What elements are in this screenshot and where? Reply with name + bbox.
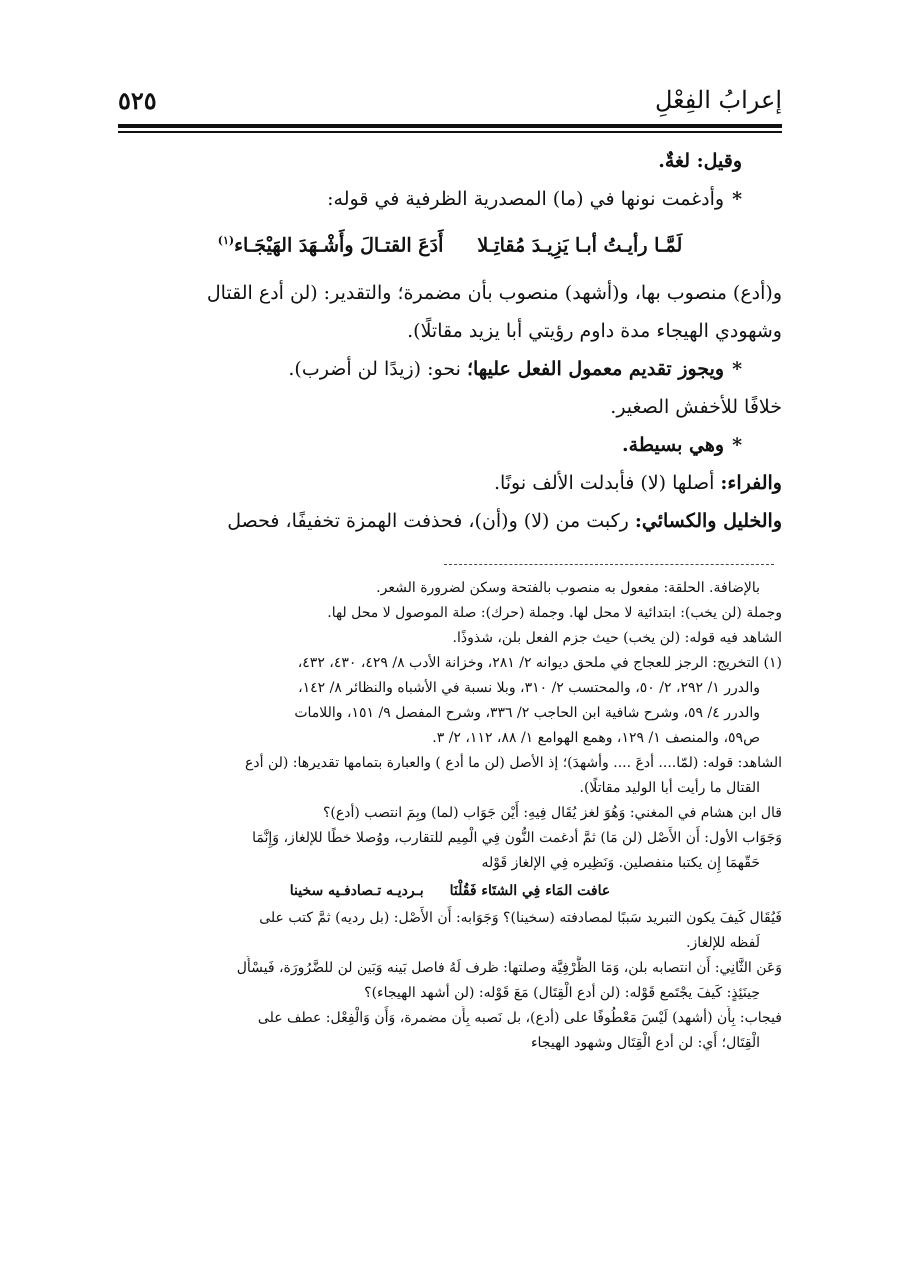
footnotes <box>118 576 782 1056</box>
running-header <box>118 84 782 124</box>
footnote-line: وجملة (لن يخب): ابتدائية لا محل لها. وجملة (حرك): صلة الموصول لا محل لها. <box>327 605 782 621</box>
poetry-verse <box>118 222 782 264</box>
footnote-line: قال ابن هشام في المغني: وَهُوَ لغز يُقَال فِيهِ: أَيْن جَوَاب (لما) وبِمَ انتصب (أدع)؟ <box>323 805 782 821</box>
text-line: والفراء: أصلها (لا) فأبدلت الألف نونًا. <box>493 472 782 495</box>
text-line: وشهودي الهيجاء مدة داوم رؤيتي أبا يزيد مقاتلًا). <box>407 320 782 343</box>
footnote-verse: عافت المَاء فِي الشتَاء فَقُلْنَابـرديـه تـصادفـيه سخينا <box>289 883 611 899</box>
text-line: *ويجوز تقديم معمول الفعل عليها؛ نحو: (زيدًا لن أضرب). <box>288 358 742 381</box>
verse-first-hemistich: لَمَّـا رأيـتُ أبـا يَزِيـدَ مُقاتِـلا <box>477 234 683 257</box>
footnote-line: الْقِتَال؛ أَي: لن أدع الْقِتَال وشهود الهيجاء <box>530 1035 760 1051</box>
bullet-star-icon: * <box>732 188 742 210</box>
footnote-line: بالإضافة. الحلقة: مفعول به منصوب بالفتحة وسكن لضرورة الشعر. <box>376 580 760 596</box>
footnote-number: (١) <box>763 655 782 671</box>
text-line: *وأدغمت نونها في (ما) المصدرية الظرفية في قوله: <box>327 188 742 210</box>
bullet-star-icon: * <box>732 358 742 381</box>
header-rule-thick <box>118 124 782 128</box>
text-line: وقيل: لغةٌ. <box>658 150 742 172</box>
chapter-title: إعرابُ الفِعْلِ <box>655 86 782 114</box>
footnote-line: القتال ما رأيت أبا الوليد مقاتلًا). <box>579 780 760 796</box>
page-number: ٥٢٥ <box>118 86 157 115</box>
footnote-line: حَقّهمَا إِن يكتبا منفصلين. وَنَظِيره فِي الإلغاز قَوْله <box>481 855 760 871</box>
footnote-line: فَيُقَال كَيفَ يكون التبريد سَببًا لمصادفته (سخينا)؟ وَجَوَابه: أَن الأَصْل: (بل رديه) ثمَّ كتب على <box>259 910 782 926</box>
footnote-line: لَفظه للإلغاز. <box>686 935 760 951</box>
text-line: *وهي بسيطة. <box>622 434 742 457</box>
text-line: و(أدع) منصوب بها، و(أشهد) منصوب بأن مضمرة؛ والتقدير: (لن أدع القتال <box>206 282 782 305</box>
verse-second-hemistich: أَدَعَ القتـالَ وأَشْـهَدَ الهَيْجَـاء <box>234 234 444 257</box>
footnote-line: والدرر ٤/ ٥٩، وشرح شافية ابن الحاجب ٢/ ٣٣٦، وشرح المفصل ٩/ ١٥١، واللامات <box>294 705 760 721</box>
footnote-line: الشاهد: قوله: (لمّا.... أدعَ .... وأشهدَ)؛ إذ الأصل (لن ما أدع ) والعبارة بتمامها تقديرها: (لن أدع <box>245 755 782 771</box>
footnote-line: حِينَئِذٍ: كَيفَ يجْتَمع قَوْله: (لن أدع الْقِتَال) مَعَ قَوْله: (لن أشهد الهيجاء)؟ <box>364 985 760 1001</box>
text-line: خلافًا للأخفش الصغير. <box>610 396 782 419</box>
text-line: والخليل والكسائي: ركبت من (لا) و(أن)، فحذفت الهمزة تخفيفًا، فحصل <box>227 510 782 533</box>
footnote-line: وَعَن الثَّانِي: أَن انتصابه بلن، وَمَا الظَّرْفِيَّة وصلتها: ظرف لَهُ فاصل بَينه وَبَين لن للضَّرُورَة، فَيسْأَل <box>236 960 782 976</box>
footnote-line: الشاهد فيه قوله: (لن يخب) حيث جزم الفعل بلن، شذوذًا. <box>452 630 782 646</box>
header-rule-thin <box>118 131 782 133</box>
bullet-star-icon: * <box>732 434 742 457</box>
main-text <box>118 142 782 540</box>
footnote-ref: (١) <box>217 234 235 247</box>
footnote-separator <box>444 564 774 565</box>
footnote-line: فيجاب: بِأَن (أشهد) لَيْسَ مَعْطُوفًا على (أدع)، بل نَصبه بِأَن مضمرة، وَأَن وَالْفِعْل: عطف على <box>257 1010 782 1026</box>
footnote-line: وَجَوَاب الأول: أَن الأَصْل (لن مَا) ثمَّ أدغمت النُّون فِي الْمِيم للتقارب، ووُصلا خطًا للإلغاز، وَإِنَّمَا <box>252 830 782 846</box>
footnote-line: ص٥٩، والمنصف ١/ ١٢٩، وهمع الهوامع ١/ ٨٨، ١١٢، ٢/ ٣. <box>432 730 760 746</box>
footnote-line: والدرر ١/ ٢٩٢، ٢/ ٥٠، والمحتسب ٢/ ٣١٠، وبلا نسبة في الأشباه والنظائر ٨/ ١٤٢، <box>298 680 760 696</box>
footnote-line: (١) التخريج: الرجز للعجاج في ملحق ديوانه ٢/ ٢٨١، وخزانة الأدب ٨/ ٤٢٩، ٤٣٠، ٤٣٢، <box>297 655 782 671</box>
